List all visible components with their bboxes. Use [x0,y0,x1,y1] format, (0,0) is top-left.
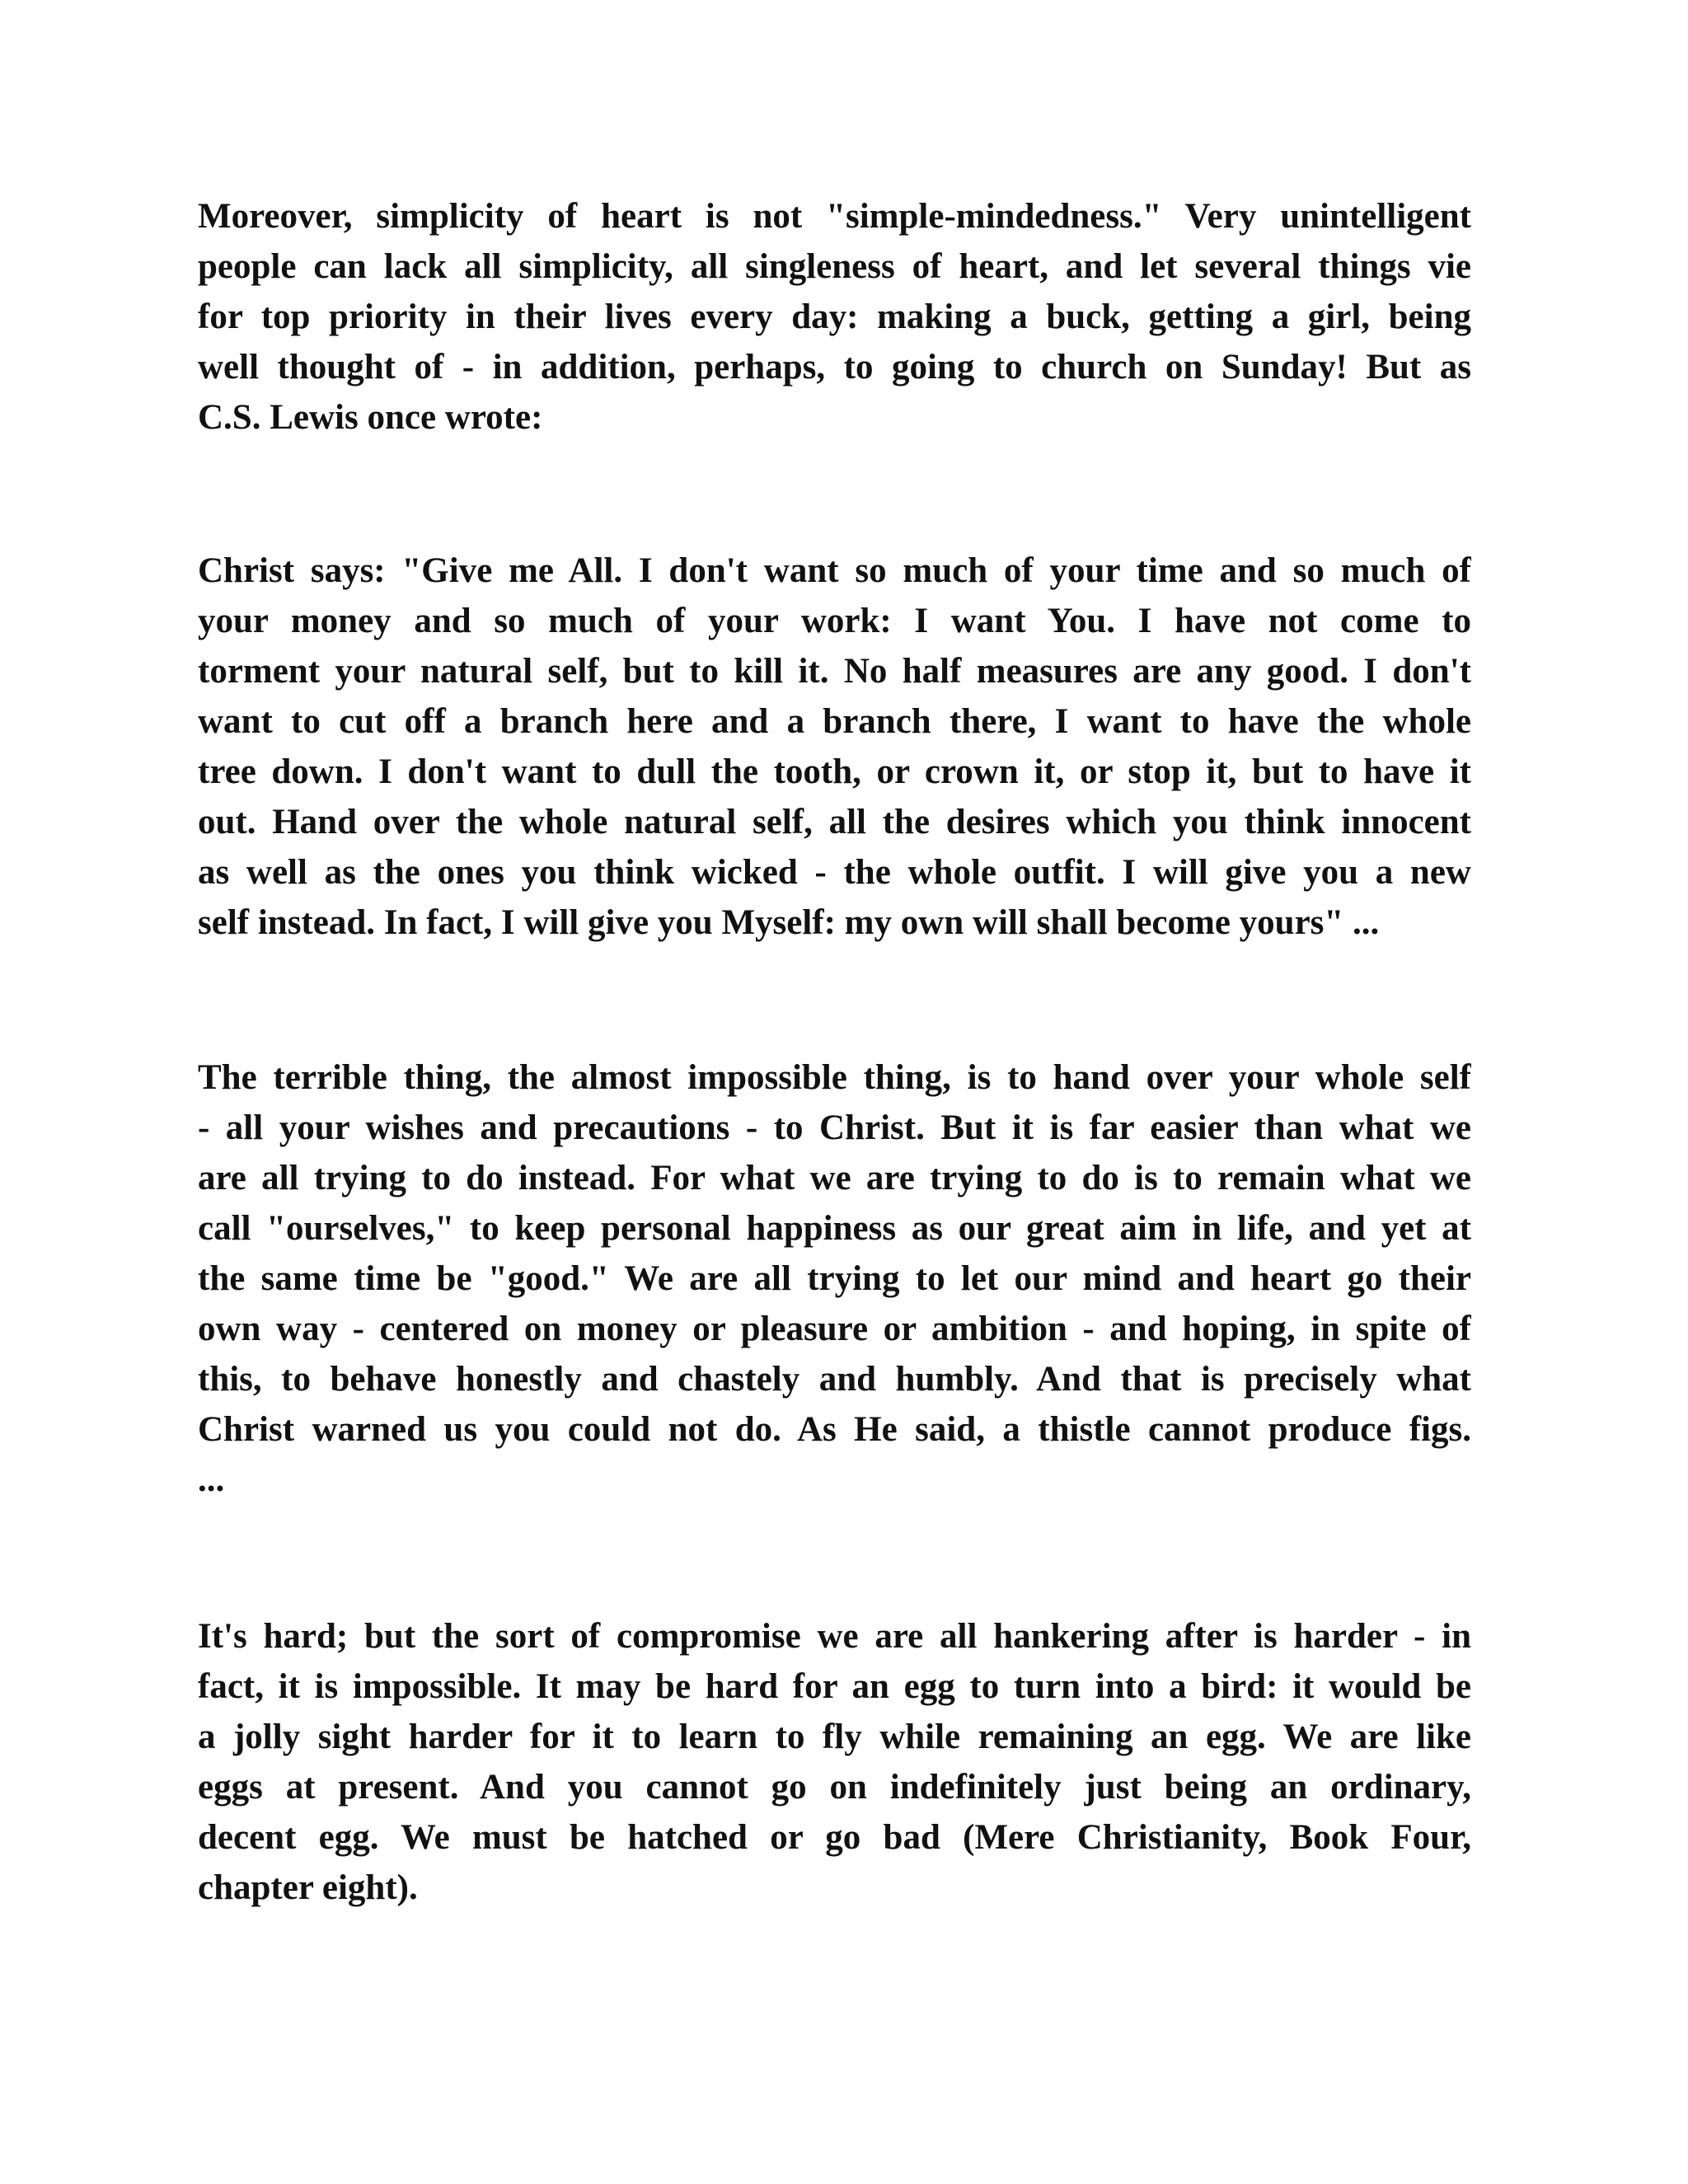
paragraph-simplicity-of-heart [198,191,1471,443]
paragraph-line: tree down. I don't want to dull the tooth, or crown it, or stop it, but to have it [198,752,1471,791]
paragraph-line: eggs at present. And you cannot go on indefinitely just being an ordinary, [198,1768,1471,1807]
paragraph-line: chapter eight). [198,1868,418,1907]
paragraph-line: are all trying to do instead. For what we are trying to do is to remain what we [198,1159,1471,1197]
paragraph-line: fact, it is impossible. It may be hard for an egg to turn into a bird: it would be [198,1667,1471,1706]
paragraph-line: the same time be "good." We are all trying to let our mind and heart go their [198,1259,1471,1298]
paragraph-line: decent egg. We must be hatched or go bad (Mere Christianity, Book Four, [198,1818,1471,1857]
paragraph-line: this, to behave honestly and chastely and humbly. And that is precisely what [198,1360,1471,1399]
paragraph-line: self instead. In fact, I will give you Myself: my own will shall become yours" ... [198,903,1380,942]
paragraph-line: your money and so much of your work: I want You. I have not come to [198,602,1471,640]
paragraph-line: Moreover, simplicity of heart is not "simple-mindedness." Very unintelligent [198,197,1471,236]
paragraph-line: people can lack all simplicity, all singleness of heart, and let several things vie [198,247,1471,286]
paragraph-line: for top priority in their lives every day: making a buck, getting a girl, being [198,298,1471,336]
paragraph-its-hard [198,1611,1471,1913]
paragraph-line: - all your wishes and precautions - to Christ. But it is far easier than what we [198,1108,1471,1147]
paragraph-line: Christ warned us you could not do. As He said, a thistle cannot produce figs. [198,1410,1471,1449]
paragraph-terrible-thing [198,1052,1471,1505]
paragraph-line: ... [198,1460,225,1499]
paragraph-line: The terrible thing, the almost impossible thing, is to hand over your whole self [198,1058,1471,1097]
paragraph-line: as well as the ones you think wicked - the whole outfit. I will give you a new [198,853,1471,892]
paragraph-line: C.S. Lewis once wrote: [198,398,543,437]
paragraph-line: own way - centered on money or pleasure or ambition - and hoping, in spite of [198,1310,1471,1348]
paragraph-line: It's hard; but the sort of compromise we are all hankering after is harder - in [198,1617,1471,1656]
paragraph-line: a jolly sight harder for it to learn to fly while remaining an egg. We are like [198,1718,1471,1756]
paragraph-line: out. Hand over the whole natural self, all the desires which you think innocent [198,803,1471,841]
paragraph-line: Christ says: "Give me All. I don't want so much of your time and so much of [198,551,1471,590]
paragraph-line: want to cut off a branch here and a branch there, I want to have the whole [198,702,1471,741]
paragraph-line: call "ourselves," to keep personal happiness as our great aim in life, and yet at [198,1209,1471,1248]
paragraph-line: well thought of - in addition, perhaps, to going to church on Sunday! But as [198,348,1471,387]
paragraph-christ-says-quote [198,546,1471,948]
paragraph-line: torment your natural self, but to kill it. No half measures are any good. I don't [198,652,1471,691]
